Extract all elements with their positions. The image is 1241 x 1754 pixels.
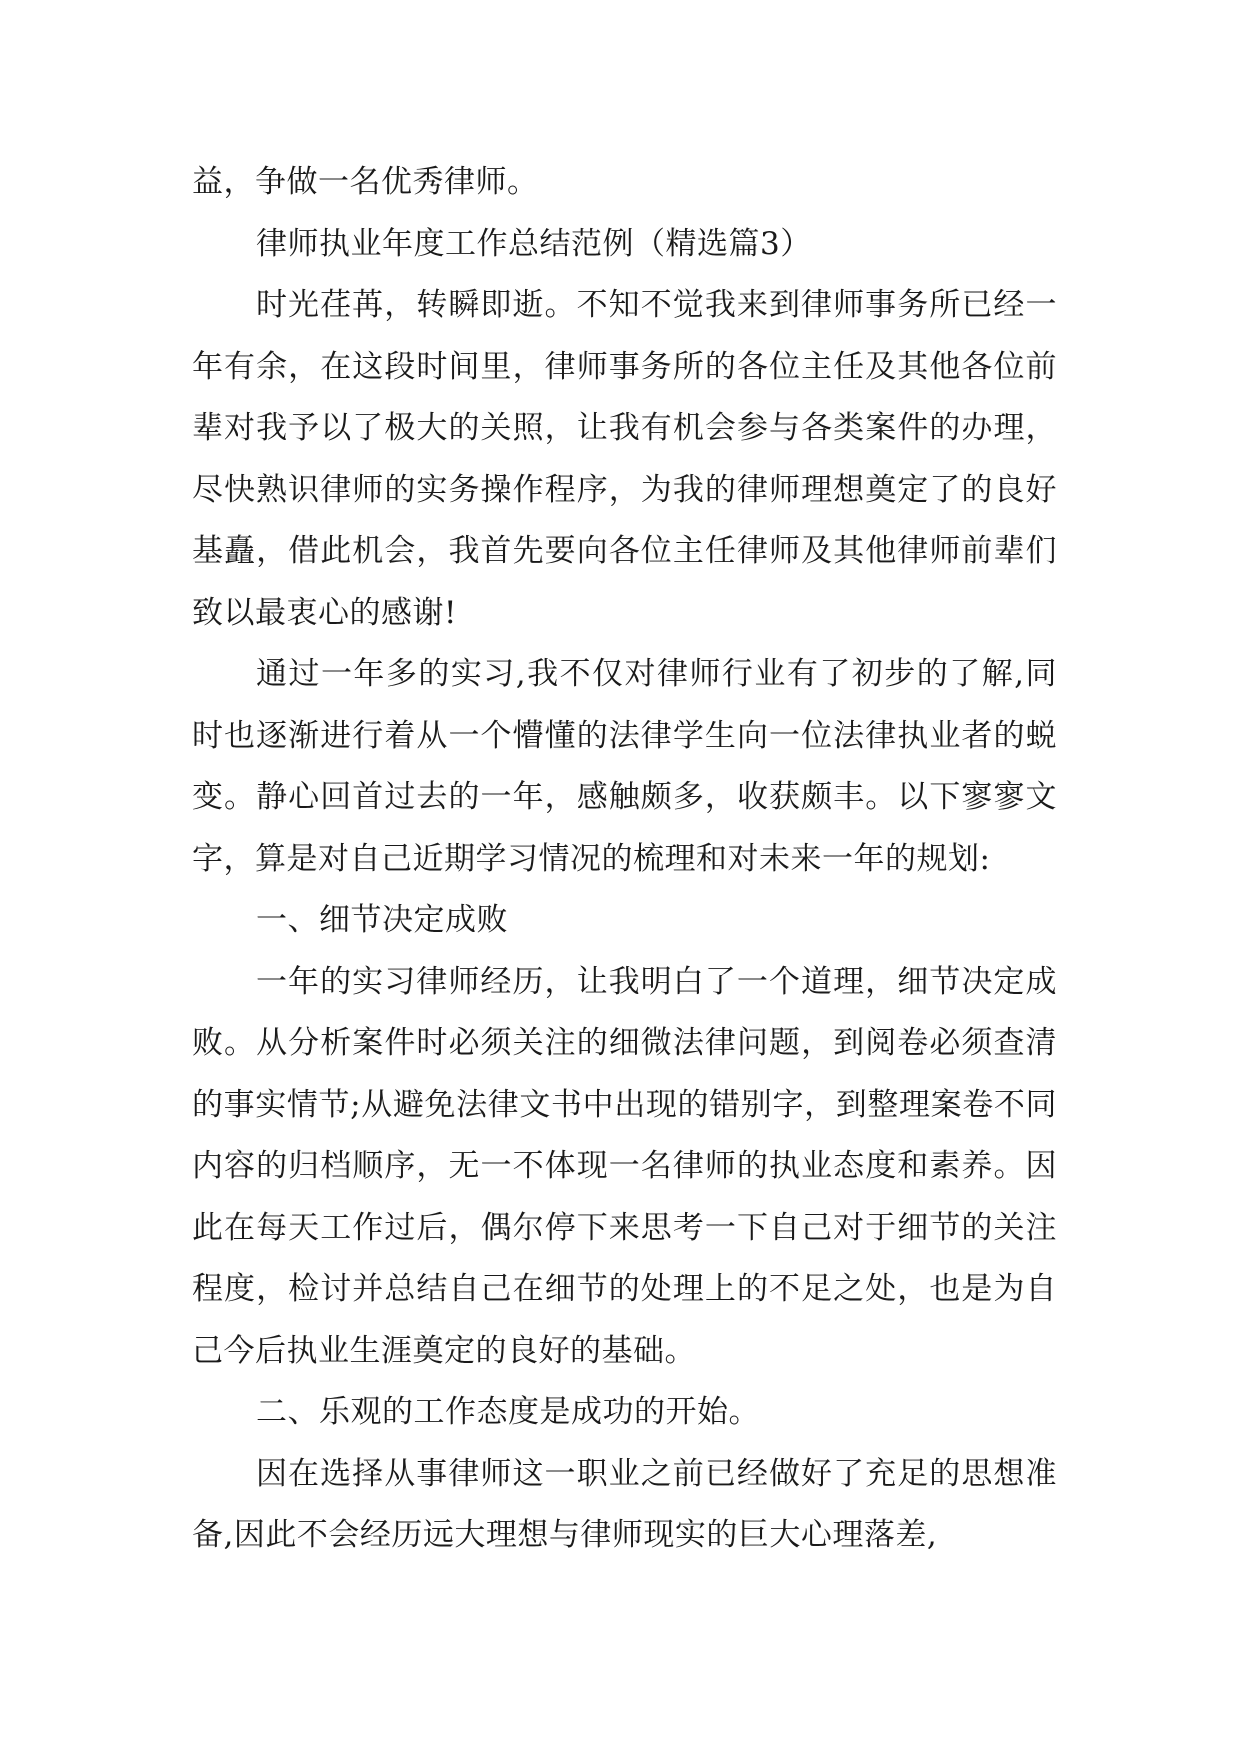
paragraph-attitude: 因在选择从事律师这一职业之前已经做好了充足的思想准备,因此不会经历远大理想与律师现实的巨大心理落差, (192, 1455, 1057, 1553)
document-body (192, 152, 1057, 1567)
paragraph-experience: 通过一年多的实习,我不仅对律师行业有了初步的了解,同时也逐渐进行着从一个懵懂的法律学生向一位法律执业者的蜕变。静心回首过去的一年，感触颇多，收获颇丰。以下寥寥文字，算是对自己近期学习情况的梳理和对未来一年的规划: (192, 656, 1057, 877)
heading-details: 一、细节决定成败 (256, 902, 508, 938)
paragraph-details: 一年的实习律师经历，让我明白了一个道理，细节决定成败。从分析案件时必须关注的细微法律问题，到阅卷必须查清的事实情节;从避免法律文书中出现的错别字，到整理案卷不同内容的归档顺序，无一不体现一名律师的执业态度和素养。因此在每天工作过后，偶尔停下来思考一下自己对于细节的关注程度，检讨并总结自己在细节的处理上的不足之处，也是为自己今后执业生涯奠定的良好的基础。 (192, 963, 1057, 1369)
paragraph-intro: 时光荏苒，转瞬即逝。不知不觉我来到律师事务所已经一年有余，在这段时间里，律师事务所的各位主任及其他各位前辈对我予以了极大的关照，让我有机会参与各类案件的办理，尽快熟识律师的实务操作程序，为我的律师理想奠定了的良好基矗，借此机会，我首先要向各位主任律师及其他律师前辈们致以最衷心的感谢! (192, 287, 1057, 631)
heading-attitude: 二、乐观的工作态度是成功的开始。 (256, 1394, 760, 1430)
paragraph-continuation: 益，争做一名优秀律师。 (192, 164, 539, 200)
section-title: 律师执业年度工作总结范例（精选篇3） (256, 225, 812, 262)
